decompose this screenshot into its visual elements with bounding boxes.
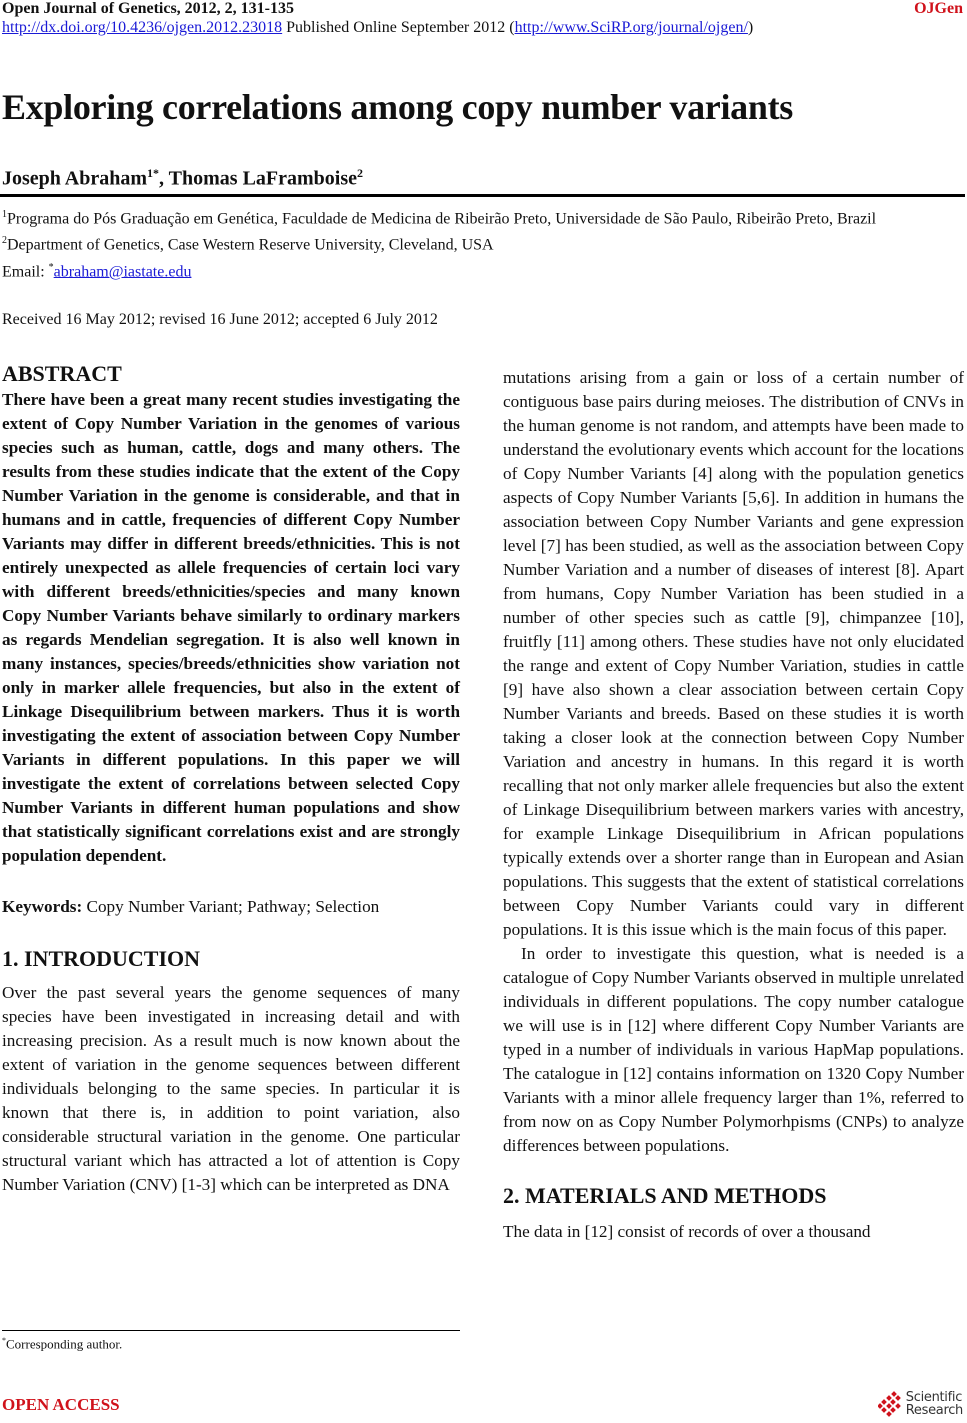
logo-line-2: Research (905, 1403, 963, 1418)
journal-url-link[interactable]: http://www.SciRP.org/journal/ojgen/ (514, 19, 748, 36)
affiliation (2, 204, 964, 230)
footnote-divider (2, 1330, 460, 1331)
left-column (2, 360, 460, 1197)
affiliation-text: Department of Genetics, Case Western Reserve University, Cleveland, USA (7, 236, 494, 254)
email-line (2, 257, 964, 283)
abstract-text: There have been a great many recent studies investigating the extent of Copy Number Variation in the genomes of various species such as human, cattle, dogs and many others. The results from these studies indicate that the extent of the Copy Number Variation in the genome is considerable, and that in humans and in cattle, frequencies of different Copy Number Variants may differ in different breeds/ethnicities. This is not entirely unexpected as allele frequencies of certain loci vary with different breeds/ethnicities/species and many known Copy Number Variants behave similarly to ordinary markers as regards Mendelian segregation. It is also well known in many instances, species/breeds/ethnicities show variation not only in marker allele frequencies, but also in the extent of Linkage Disequilibrium between markers. Thus it is worth investigating the extent of association between Copy Number Variants in different populations. In this paper we will investigate the extent of correlations between selected Copy Number Variants in different human populations and show that statistically significant correlations exist and are strongly population dependent. (2, 390, 460, 865)
footnote-text: Corresponding author. (6, 1336, 123, 1352)
affiliation (2, 230, 964, 256)
journal-citation: Open Journal of Genetics, 2012, 2, 131-135 (2, 0, 294, 17)
introduction-heading: 1. INTRODUCTION (2, 946, 201, 971)
author-affiliation-mark: 1* (147, 166, 160, 180)
published-text: Published Online September 2012 ( (282, 19, 515, 36)
scientific-research-logo-icon (878, 1391, 904, 1417)
keywords (2, 895, 460, 919)
title-divider (0, 194, 965, 197)
methods-heading: 2. MATERIALS AND METHODS (503, 1183, 827, 1208)
introduction-paragraph: Over the past several years the genome sequences of many species have been investigated in increasing detail and with increasing precision. As a result much is now known about the extent of variation in the genome sequences between different individuals belonging to the same species. In particular it is known that there is, in addition to point variation, also considerable structural variation in the genome. One particular structural variant which has attracted a lot of attention is Copy Number Variation (CNV) [1-3] which can be interpreted as DNA (2, 983, 460, 1194)
footnote (2, 1336, 122, 1352)
logo-text (906, 1391, 963, 1417)
affiliations (2, 204, 964, 283)
publisher-logo (878, 1391, 963, 1417)
open-access-label: OPEN ACCESS (2, 1395, 120, 1414)
keywords-text: Copy Number Variant; Pathway; Selection (82, 897, 380, 916)
introduction-paragraph-continued: mutations arising from a gain or loss of a certain number of contiguous base pairs during meioses. The distribution of CNVs in the human genome is not random, and attempts have been made to understand the evolutionary events which account for the locations of Copy Number Variants [4] along with the population genetics aspects of Copy Number Variants [5,6]. In addition in humans the association between Copy Number Variants and gene expression level [7] has been studied, as well as the association between Copy Number Variation and a number of diseases of interest [8]. Apart from humans, Copy Number Variation has been studied in a number of other species such as cattle [9], chimpanzee [10], fruitfly [11] among others. These studies have not only elucidated the range and extent of Copy Number Variation, studies in cattle [9] have also shown a clear association between certain Copy Number Variants and breeds. Based on these studies it is worth taking a closer look at the connection between Copy Number Variation and ancestry in humans. In this regard it is worth recalling that not only marker allele frequencies but also the extent of Linkage Disequilibrium between markers varies with ancestry, for example Linkage Disequilibrium in African populations typically extends over a shorter range than in European and Asian populations. This suggests that the extent of statistical correlations between Copy Number Variants could vary in different populations. It is this issue which is the main focus of this paper. (503, 368, 964, 939)
affiliation-text: Programa do Pós Graduação em Genética, Faculdade de Medicina de Ribeirão Preto, Universidade de São Paulo, Ribeirão Preto, Brazil (7, 210, 877, 228)
email-link[interactable]: abraham@iastate.edu (53, 262, 192, 280)
footnote-mark: * (2, 1336, 6, 1345)
email-mark: * (48, 261, 54, 273)
author-list (2, 166, 363, 191)
abstract-heading: ABSTRACT (2, 361, 122, 386)
doi-link[interactable]: http://dx.doi.org/10.4236/ojgen.2012.23018 (2, 19, 283, 36)
affiliation-mark: 1 (2, 209, 7, 220)
affiliation-mark: 2 (2, 235, 7, 247)
publication-line (2, 19, 753, 37)
logo-line-1: Scientific (905, 1390, 963, 1405)
right-column (503, 366, 964, 1244)
author-name: Joseph Abraham (2, 167, 148, 190)
author-affiliation-mark: 2 (357, 166, 364, 180)
introduction-paragraph: In order to investigate this question, what is needed is a catalogue of Copy Number Variants observed in multiple unrelated individuals in different populations. The copy number catalogue we will use is in [12] where different Copy Number Variants are typed in a number of individuals in various HapMap populations. The catalogue in [12] contains information on 1320 Copy Number Variants with a minor allele frequency larger than 1%, referred to from now on as Copy Number Polymorhpisms (CNPs) to analyze differences between populations. (503, 944, 964, 1155)
journal-abbreviation: OJGen (914, 0, 963, 17)
email-label: Email: (2, 262, 49, 280)
author-name: Thomas LaFramboise (168, 167, 358, 190)
received-dates: Received 16 May 2012; revised 16 June 2012; accepted 6 July 2012 (2, 311, 438, 328)
closing-paren: ) (747, 19, 754, 36)
article-title: Exploring correlations among copy number variants (2, 87, 793, 127)
methods-paragraph: The data in [12] consist of records of over a thousand (503, 1222, 871, 1241)
author-separator: , (159, 167, 169, 190)
keywords-label: Keywords: (2, 897, 83, 916)
